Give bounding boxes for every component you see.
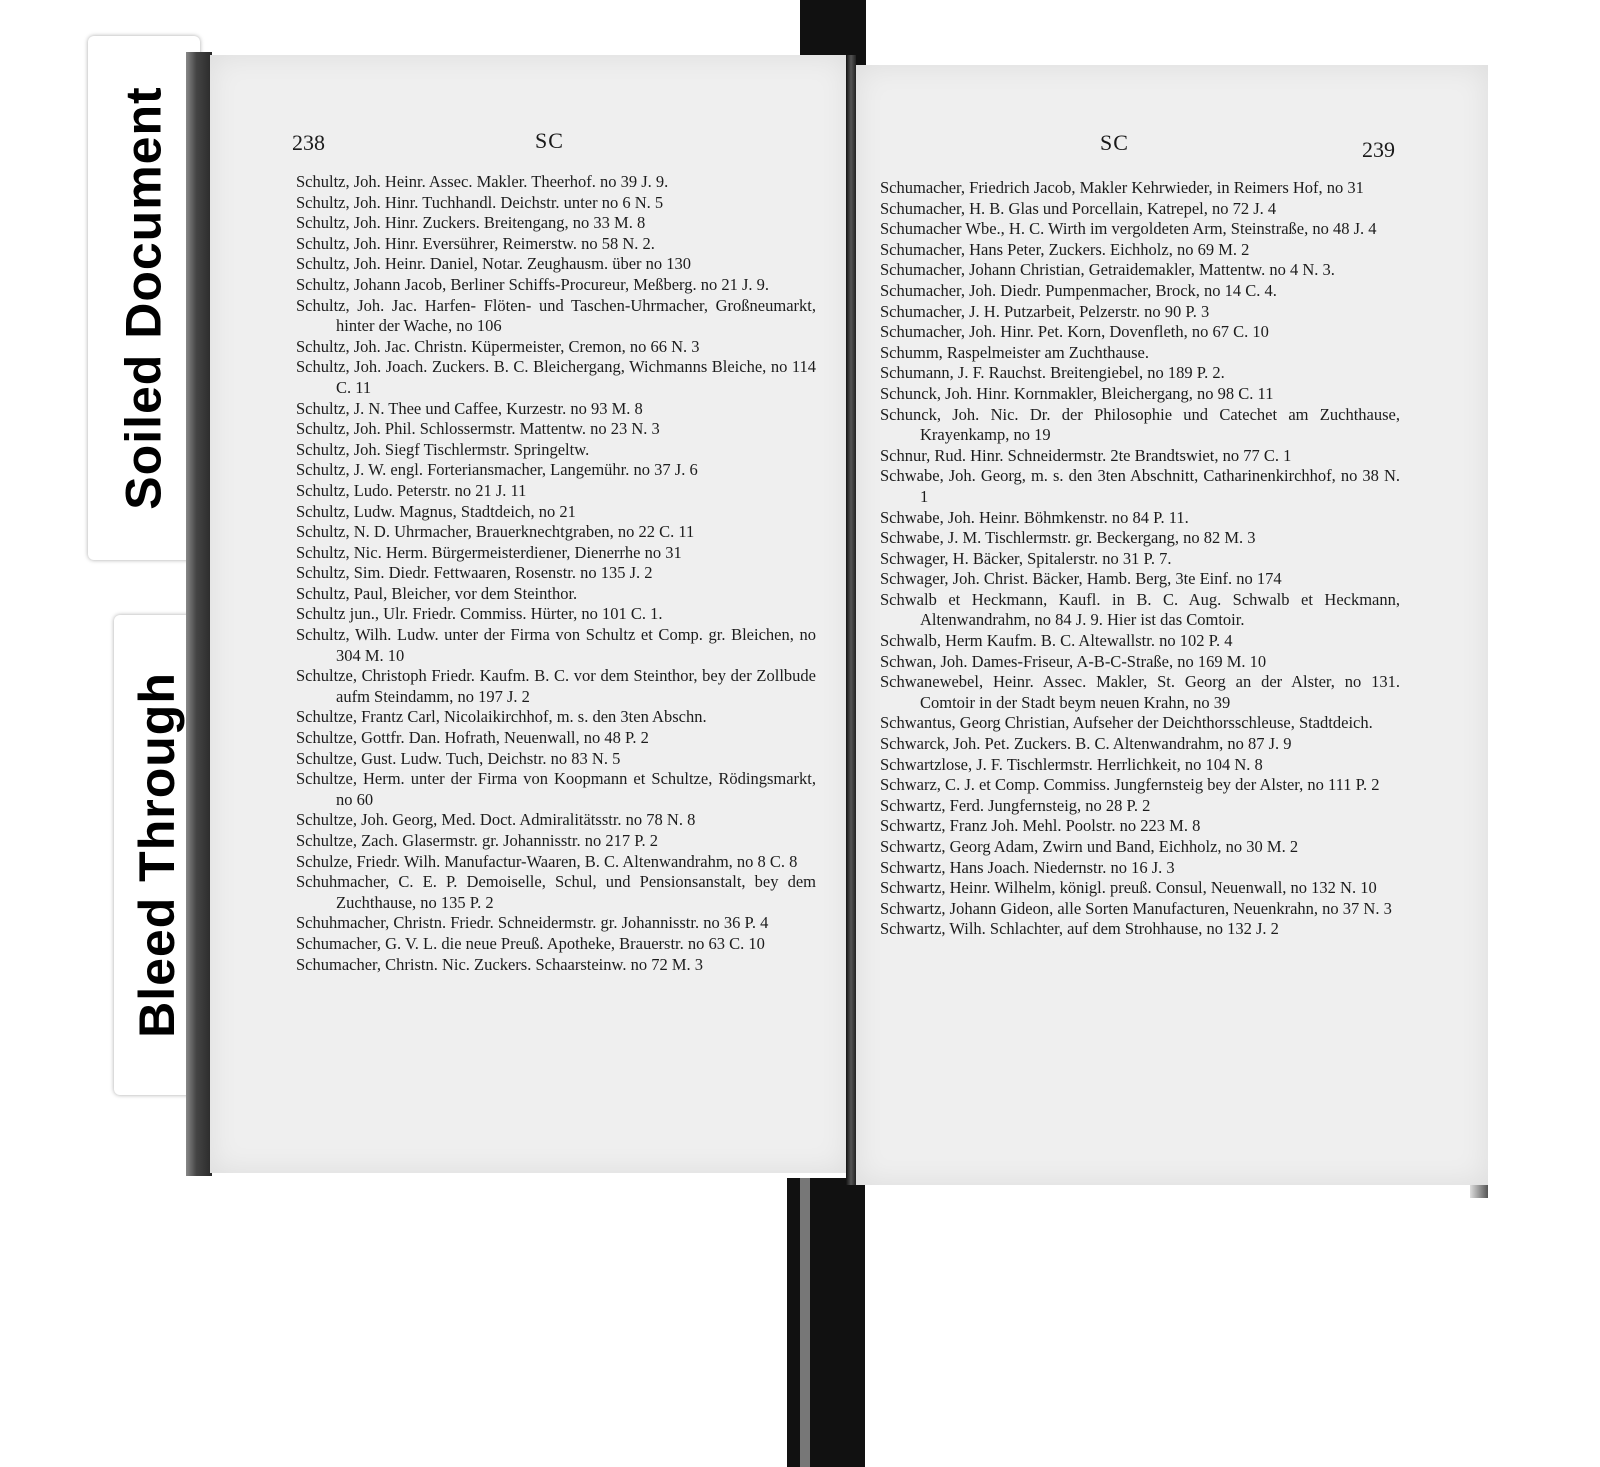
directory-entry: Schultz, Joh. Heinr. Daniel, Notar. Zeughausm. über no 130 bbox=[296, 254, 692, 274]
directory-entry: Schumacher Wbe., H. C. Wirth im vergoldeten Arm, Steinstraße, no 48 J. 4 bbox=[880, 219, 1377, 239]
directory-entry: Schuhmacher, Christn. Friedr. Schneidermstr. gr. Johannisstr. no 36 P. 4 bbox=[296, 913, 769, 933]
directory-entry: Schumacher, J. H. Putzarbeit, Pelzerstr. no 90 P. 3 bbox=[880, 301, 1210, 321]
directory-entry: Schultz, Joh. Joach. Zuckers. B. C. Bleichergang, Wichmanns Bleiche, no 114 C. 11 bbox=[296, 357, 816, 397]
directory-entry: Schultz, Paul, Bleicher, vor dem Steinthor. bbox=[296, 583, 578, 603]
directory-entry: Schultze, Joh. Georg, Med. Doct. Admiralitätsstr. no 78 N. 8 bbox=[296, 810, 696, 830]
directory-entry: Schultze, Christoph Friedr. Kaufm. B. C. vor dem Steinthor, bey der Zollbude aufm Steindamm, no 197 J. 2 bbox=[296, 666, 816, 706]
directory-entry: Schumacher, Hans Peter, Zuckers. Eichholz, no 69 M. 2 bbox=[880, 239, 1250, 259]
directory-entry: Schultz, Joh. Heinr. Assec. Makler. Theerhof. no 39 J. 9. bbox=[296, 172, 669, 191]
directory-entry: Schultz, Joh. Siegf Tischlermstr. Springeltw. bbox=[296, 439, 590, 459]
directory-entry: Schwalb, Herm Kaufm. B. C. Altewallstr. no 102 P. 4 bbox=[880, 631, 1233, 651]
directory-entry: Schumacher, Friedrich Jacob, Makler Kehrwieder, in Reimers Hof, no 31 bbox=[880, 178, 1364, 197]
directory-entry: Schumacher, Christn. Nic. Zuckers. Schaarsteinw. no 72 M. 3 bbox=[296, 954, 704, 974]
directory-entry: Schnur, Rud. Hinr. Schneidermstr. 2te Brandtswiet, no 77 C. 1 bbox=[880, 445, 1292, 465]
directory-entry: Schwartz, Ferd. Jungfernsteig, no 28 P. 2 bbox=[880, 795, 1151, 815]
directory-entry: Schultz, Johann Jacob, Berliner Schiffs-Procureur, Meßberg. no 21 J. 9. bbox=[296, 274, 770, 294]
directory-entry: Schwartz, Hans Joach. Niedernstr. no 16 J. 3 bbox=[880, 857, 1175, 877]
right-page-header: SC bbox=[1100, 130, 1129, 155]
directory-entry: Schultz, J. N. Thee und Caffee, Kurzestr. no 93 M. 8 bbox=[296, 398, 643, 418]
directory-entry: Schwarz, C. J. et Comp. Commiss. Jungfernsteig bey der Alster, no 111 P. 2 bbox=[880, 775, 1380, 795]
directory-entry: Schunck, Joh. Nic. Dr. der Philosophie und Catechet am Zuchthause, Krayenkamp, no 19 bbox=[880, 404, 1400, 445]
directory-entry: Schultz, Ludo. Peterstr. no 21 J. 11 bbox=[296, 480, 527, 500]
directory-entry: Schwartz, Wilh. Schlachter, auf dem Strohhause, no 132 J. 2 bbox=[880, 919, 1279, 939]
directory-entry: Schuhmacher, C. E. P. Demoiselle, Schul, und Pensionsanstalt, bey dem Zuchthause, no 135 P. 2 bbox=[296, 872, 816, 912]
left-page-entries bbox=[296, 172, 816, 975]
directory-entry: Schwalb et Heckmann, Kaufl. in B. C. Aug. Schwalb et Heckmann, Altenwandrahm, no 84 J. 9. Hier ist das Comtoir. bbox=[880, 589, 1400, 630]
directory-entry: Schultz jun., Ulr. Friedr. Commiss. Hürter, no 101 C. 1. bbox=[296, 604, 663, 624]
directory-entry: Schultze, Gust. Ludw. Tuch, Deichstr. no 83 N. 5 bbox=[296, 748, 621, 768]
directory-entry: Schultz, Joh. Jac. Harfen- Flöten- und Taschen-Uhrmacher, Großneumarkt, hinter der Wache, no 106 bbox=[296, 295, 816, 336]
directory-entry: Schwabe, Joh. Heinr. Böhmkenstr. no 84 P. 11. bbox=[880, 507, 1189, 527]
directory-entry: Schultz, Joh. Jac. Christn. Küpermeister, Cremon, no 66 N. 3 bbox=[296, 336, 700, 356]
directory-entry: Schultz, Sim. Diedr. Fettwaaren, Rosenstr. no 135 J. 2 bbox=[296, 563, 653, 583]
directory-entry: Schwabe, Joh. Georg, m. s. den 3ten Abschnitt, Catharinenkirchhof, no 38 N. 1 bbox=[880, 466, 1400, 506]
directory-entry: Schunck, Joh. Hinr. Kornmakler, Bleichergang, no 98 C. 11 bbox=[880, 383, 1274, 403]
directory-entry: Schultz, N. D. Uhrmacher, Brauerknechtgraben, no 22 C. 11 bbox=[296, 522, 695, 542]
directory-entry: Schumann, J. F. Rauchst. Breitengiebel, no 189 P. 2. bbox=[880, 363, 1225, 383]
directory-entry: Schultze, Herm. unter der Firma von Koopmann et Schultze, Rödingsmarkt, no 60 bbox=[296, 769, 816, 809]
directory-entry: Schultz, Nic. Herm. Bürgermeisterdiener, Dienerrhe no 31 bbox=[296, 542, 682, 562]
directory-entry: Schwantus, Georg Christian, Aufseher der Deichthorsschleuse, Stadtdeich. bbox=[880, 713, 1373, 733]
directory-entry: Schultze, Gottfr. Dan. Hofrath, Neuenwall, no 48 P. 2 bbox=[296, 728, 649, 748]
directory-entry: Schwabe, J. M. Tischlermstr. gr. Beckergang, no 82 M. 3 bbox=[880, 528, 1256, 548]
directory-entry: Schumm, Raspelmeister am Zuchthause. bbox=[880, 342, 1149, 362]
directory-entry: Schwartz, Johann Gideon, alle Sorten Manufacturen, Neuenkrahn, no 37 N. 3 bbox=[880, 898, 1392, 918]
soiled-document-text: Soiled Document bbox=[116, 86, 172, 510]
directory-entry: Schumacher, Joh. Hinr. Pet. Korn, Dovenfleth, no 67 C. 10 bbox=[880, 322, 1269, 342]
directory-entry: Schwartz, Heinr. Wilhelm, königl. preuß. Consul, Neuenwall, no 132 N. 10 bbox=[880, 878, 1377, 898]
binding-strap-highlight bbox=[800, 1178, 810, 1467]
binding-strap-bottom bbox=[787, 1178, 865, 1467]
right-page-number: 239 bbox=[1362, 137, 1395, 162]
directory-entry: Schultz, Joh. Hinr. Zuckers. Breitengang, no 33 M. 8 bbox=[296, 213, 646, 233]
directory-entry: Schultz, Joh. Phil. Schlossermstr. Mattentw. no 23 N. 3 bbox=[296, 419, 660, 439]
directory-entry: Schultze, Zach. Glasermstr. gr. Johannisstr. no 217 P. 2 bbox=[296, 831, 659, 850]
directory-entry: Schwager, Joh. Christ. Bäcker, Hamb. Berg, 3te Einf. no 174 bbox=[880, 569, 1282, 589]
book-edge-left bbox=[186, 52, 212, 1176]
directory-entry: Schulze, Friedr. Wilh. Manufactur-Waaren, B. C. Altenwandrahm, no 8 C. 8 bbox=[296, 851, 798, 871]
bleed-through-text: Bleed Through bbox=[129, 672, 186, 1038]
directory-entry: Schultz, Joh. Hinr. Eversührer, Reimerstw. no 58 N. 2. bbox=[296, 233, 655, 253]
directory-entry: Schumacher, Joh. Diedr. Pumpenmacher, Brock, no 14 C. 4. bbox=[880, 280, 1277, 300]
directory-entry: Schumacher, G. V. L. die neue Preuß. Apotheke, Brauerstr. no 63 C. 10 bbox=[296, 933, 765, 953]
directory-entry: Schwager, H. Bäcker, Spitalerstr. no 31 P. 7. bbox=[880, 548, 1172, 568]
directory-entry: Schultz, Wilh. Ludw. unter der Firma von Schultz et Comp. gr. Bleichen, no 304 M. 10 bbox=[296, 625, 816, 665]
left-page-number: 238 bbox=[292, 130, 325, 155]
directory-entry: Schwan, Joh. Dames-Friseur, A-B-C-Straße, no 169 M. 10 bbox=[880, 651, 1267, 671]
directory-entry: Schultz, J. W. engl. Forteriansmacher, Langemühr. no 37 J. 6 bbox=[296, 460, 698, 480]
directory-entry: Schwartz, Franz Joh. Mehl. Poolstr. no 223 M. 8 bbox=[880, 816, 1201, 836]
left-page-header: SC bbox=[535, 128, 564, 153]
directory-entry: Schwarck, Joh. Pet. Zuckers. B. C. Altenwandrahm, no 87 J. 9 bbox=[880, 734, 1292, 754]
directory-entry: Schumacher, H. B. Glas und Porcellain, Katrepel, no 72 J. 4 bbox=[880, 198, 1277, 218]
directory-entry: Schwartzlose, J. F. Tischlermstr. Herrlichkeit, no 104 N. 8 bbox=[880, 754, 1263, 774]
directory-entry: Schumacher, Johann Christian, Getraidemakler, Mattentw. no 4 N. 3. bbox=[880, 260, 1335, 280]
directory-entry: Schultz, Ludw. Magnus, Stadtdeich, no 21 bbox=[296, 501, 576, 521]
directory-entry: Schultze, Frantz Carl, Nicolaikirchhof, m. s. den 3ten Abschn. bbox=[296, 707, 707, 727]
directory-entry: Schultz, Joh. Hinr. Tuchhandl. Deichstr. unter no 6 N. 5 bbox=[296, 192, 664, 212]
book-gutter bbox=[846, 55, 856, 1185]
right-page-entries bbox=[880, 178, 1400, 940]
directory-entry: Schwartz, Georg Adam, Zwirn und Band, Eichholz, no 30 M. 2 bbox=[880, 837, 1299, 856]
directory-entry: Schwanewebel, Heinr. Assec. Makler, St. Georg an der Alster, no 131. Comtoir in der Stadt beym neuen Krahn, no 39 bbox=[880, 672, 1400, 712]
soiled-document-label bbox=[88, 36, 200, 560]
